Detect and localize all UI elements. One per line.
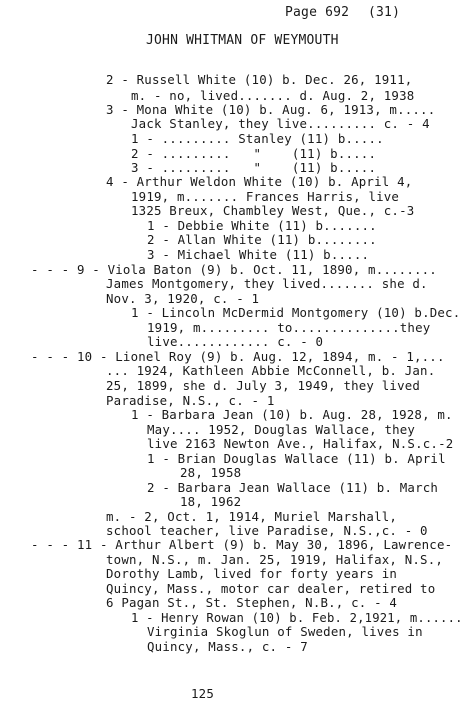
text-line: 2 - Allan White (11) b........ bbox=[147, 232, 377, 247]
text-line: - - - 9 - Viola Baton (9) b. Oct. 11, 1890, m........ bbox=[31, 262, 437, 277]
text-line: 6 Pagan St., St. Stephen, N.B., c. - 4 bbox=[106, 595, 398, 610]
text-line: 3 - Mona White (10) b. Aug. 6, 1913, m..... bbox=[106, 102, 436, 117]
page-number: 125 bbox=[191, 686, 214, 701]
text-line: 1325 Breux, Chambley West, Que., c.-3 bbox=[131, 203, 415, 218]
page-reference: (31) bbox=[368, 5, 401, 20]
text-line: Quincy, Mass., motor car dealer, retired to bbox=[106, 581, 436, 596]
text-line: 2 - Russell White (10) b. Dec. 26, 1911, bbox=[106, 72, 413, 87]
text-line: 2 - ......... " (11) b..... bbox=[131, 146, 377, 161]
text-line: 1 - Lincoln McDermid Montgomery (10) b.Dec. bbox=[131, 305, 461, 320]
page-label: Page 692 bbox=[285, 5, 350, 20]
text-line: - - - 11 - Arthur Albert (9) b. May 30, 1896, Lawrence- bbox=[31, 537, 453, 552]
page-title: JOHN WHITMAN OF WEYMOUTH bbox=[146, 33, 339, 48]
text-line: 1 - Debbie White (11) b....... bbox=[147, 218, 377, 233]
text-line: live 2163 Newton Ave., Halifax, N.S.c.-2 bbox=[147, 436, 454, 451]
text-line: May.... 1952, Douglas Wallace, they bbox=[147, 422, 416, 437]
text-line: 1919, m....... Frances Harris, live bbox=[131, 189, 400, 204]
text-line: 3 - ......... " (11) b..... bbox=[131, 160, 377, 175]
text-line: ... 1924, Kathleen Abbie McConnell, b. Jan. bbox=[106, 363, 436, 378]
text-line: 1 - Henry Rowan (10) b. Feb. 2,1921, m...... bbox=[131, 611, 463, 625]
text-line: 28, 1958 bbox=[180, 465, 242, 480]
text-line: James Montgomery, they lived....... she d. bbox=[106, 276, 428, 291]
text-line: 4 - Arthur Weldon White (10) b. April 4, bbox=[106, 174, 413, 189]
text-line: school teacher, live Paradise, N.S.,c. - 0 bbox=[106, 523, 428, 538]
text-line: Quincy, Mass., c. - 7 bbox=[147, 639, 308, 654]
text-line: m. - no, lived....... d. Aug. 2, 1938 bbox=[131, 88, 415, 103]
text-line: town, N.S., m. Jan. 25, 1919, Halifax, N.S., bbox=[106, 552, 444, 567]
text-line: Paradise, N.S., c. - 1 bbox=[106, 393, 275, 408]
text-line: 1 - Barbara Jean (10) b. Aug. 28, 1928, m. bbox=[131, 407, 453, 422]
text-line: m. - 2, Oct. 1, 1914, Muriel Marshall, bbox=[106, 509, 398, 524]
text-line: 2 - Barbara Jean Wallace (11) b. March bbox=[147, 480, 439, 495]
text-line: Virginia Skoglun of Sweden, lives in bbox=[147, 624, 423, 639]
text-line: 3 - Michael White (11) b..... bbox=[147, 247, 370, 262]
text-line: 1919, m......... to..............they bbox=[147, 320, 431, 335]
text-line: - - - 10 - Lionel Roy (9) b. Aug. 12, 1894, m. - 1,... bbox=[31, 349, 445, 364]
text-line: Nov. 3, 1920, c. - 1 bbox=[106, 291, 260, 306]
text-line: 1 - Brian Douglas Wallace (11) b. April bbox=[147, 451, 446, 466]
text-line: 1 - ......... Stanley (11) b..... bbox=[131, 131, 384, 146]
text-line: live............ c. - 0 bbox=[147, 334, 324, 349]
text-line: 25, 1899, she d. July 3, 1949, they lived bbox=[106, 378, 421, 393]
text-line: 18, 1962 bbox=[180, 494, 242, 509]
text-line: Dorothy Lamb, lived for forty years in bbox=[106, 566, 398, 581]
text-line: Jack Stanley, they live......... c. - 4 bbox=[131, 116, 430, 131]
